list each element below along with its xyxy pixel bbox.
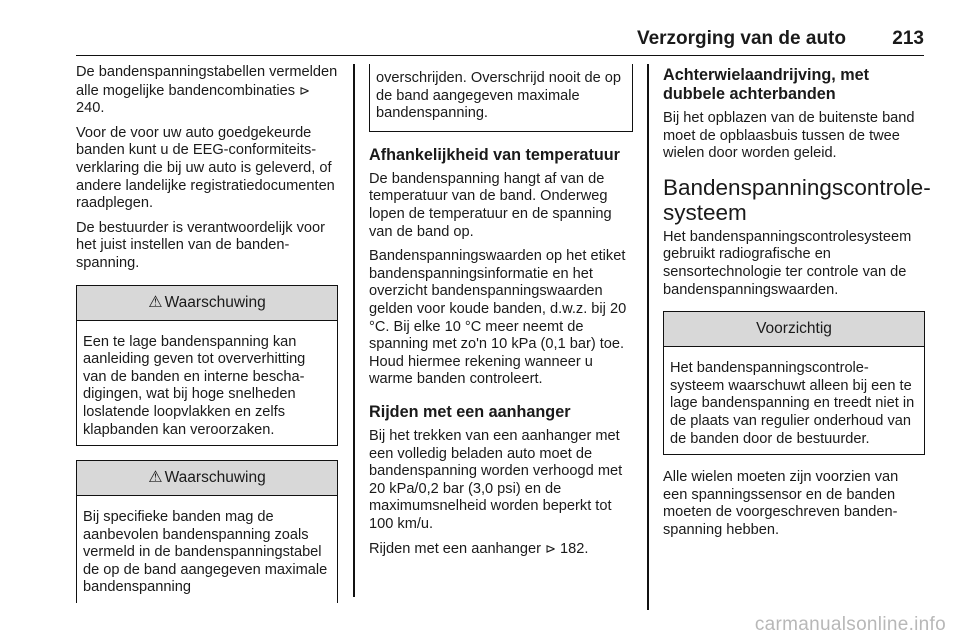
warning-header — [77, 461, 337, 496]
page-reference-link[interactable]: 240. — [76, 100, 105, 117]
warning-text: overschrijden. Overschrijd nooit de op de band aangegeven maximale bandenspanning. — [376, 70, 621, 122]
page-header — [76, 28, 924, 56]
section-heading: Afhankelijkheid van temperatuur — [369, 145, 620, 164]
warning-header — [77, 286, 337, 321]
page-reference-link[interactable]: 182. — [560, 541, 589, 558]
paragraph: Bandenspanningswaarden op het etiket bandenspanningsinformatie en het overzicht bandenspanningswaarden gelden voor koude banden, d.w.z. bij 20 °C. Bij elke 10 °C meer neemt de spanning met zo'n 10 kPa (0,1 bar) toe. Houd hiermee rekening wanneer u warme banden controleert. — [369, 248, 627, 388]
paragraph: Rijden met een aanhanger ⊳ 182. — [369, 541, 589, 558]
paragraph: De bandenspanning hangt af van de temperatuur van de band. Onderweg lopen de temperatuur en de spanning van de band op. — [369, 170, 612, 240]
warning-box-continued — [369, 64, 633, 132]
warning-title: Waarschuwing — [164, 469, 266, 487]
caution-title: Voorzichtig — [756, 320, 832, 338]
column-left — [76, 64, 338, 603]
caution-header — [664, 312, 924, 347]
column-right — [663, 64, 931, 547]
section-heading: Rijden met een aanhanger — [369, 402, 571, 421]
page-reference-icon: ⊳ — [299, 82, 311, 98]
caution-box — [663, 311, 925, 455]
warning-title: Waarschuwing — [164, 293, 266, 311]
warning-triangle-icon: ⚠ — [148, 293, 163, 311]
section-title: Verzorging van de auto — [636, 28, 846, 49]
warning-box — [76, 285, 338, 447]
paragraph: De bestuurder is verantwoordelijk voor het juist instellen van de bandenspanning. — [76, 219, 326, 271]
warning-text: Een te lage bandenspanning kan aanleiding geven tot oververhitting van de banden en interne beschadigingen, wat bij hoge snelheden loslatende loopvlakken en zelfs klapbanden kan veroorzaken. — [83, 333, 306, 438]
paragraph: Bij het trekken van een aanhanger met een volledig beladen auto moet de bandenspanning worden verhoogd met 20 kPa/0,2 bar (3,0 psi) en de maximumsnelheid worden beperkt tot 100 km/u. — [369, 427, 623, 532]
watermark: carmanualsonline.info — [754, 614, 946, 635]
chapter-heading: Bandenspanningscontrolesysteem — [663, 174, 931, 225]
column-divider — [647, 64, 649, 610]
paragraph: Voor de voor uw auto goedgekeurde banden kunt u de EEG-conformiteitsverklaring die bij uw auto is geleverd, of andere landelijke registratiedocumenten raadplegen. — [76, 124, 335, 212]
warning-triangle-icon: ⚠ — [148, 469, 163, 487]
paragraph: Het bandenspanningscontrolesysteem gebruikt radiografische en sensortechnologie ter controle van de bandenspanningswaarden. — [663, 228, 912, 298]
column-divider — [353, 64, 355, 597]
warning-text: Bij specifieke banden mag de aanbevolen bandenspanning zoals vermeld in de bandenspanningstabel de op de band aangegeven maximale bandenspanning — [83, 509, 328, 596]
paragraph: Alle wielen moeten zijn voorzien van een spanningssensor en de banden moeten de voorgeschreven bandenspanning hebben. — [663, 469, 899, 538]
section-heading: Achterwielaandrijving, met dubbele achterbanden — [663, 66, 869, 103]
warning-box — [76, 460, 338, 603]
paragraph: Bij het opblazen van de buitenste band moet de opblaasbuis tussen de twee wielen door worden geleid. — [663, 110, 915, 162]
column-middle — [369, 64, 633, 566]
page-number: 213 — [892, 28, 924, 49]
page-reference-icon: ⊳ — [545, 541, 556, 557]
paragraph: De bandenspanningstabellen vermelden alle mogelijke bandencombinaties ⊳ 240. — [76, 64, 338, 117]
caution-text: Het bandenspanningscontrolesysteem waarschuwt alleen bij een te lage bandenspanning en treedt niet in de plaats van regulier onderhoud van de banden door de bestuurder. — [670, 360, 915, 447]
